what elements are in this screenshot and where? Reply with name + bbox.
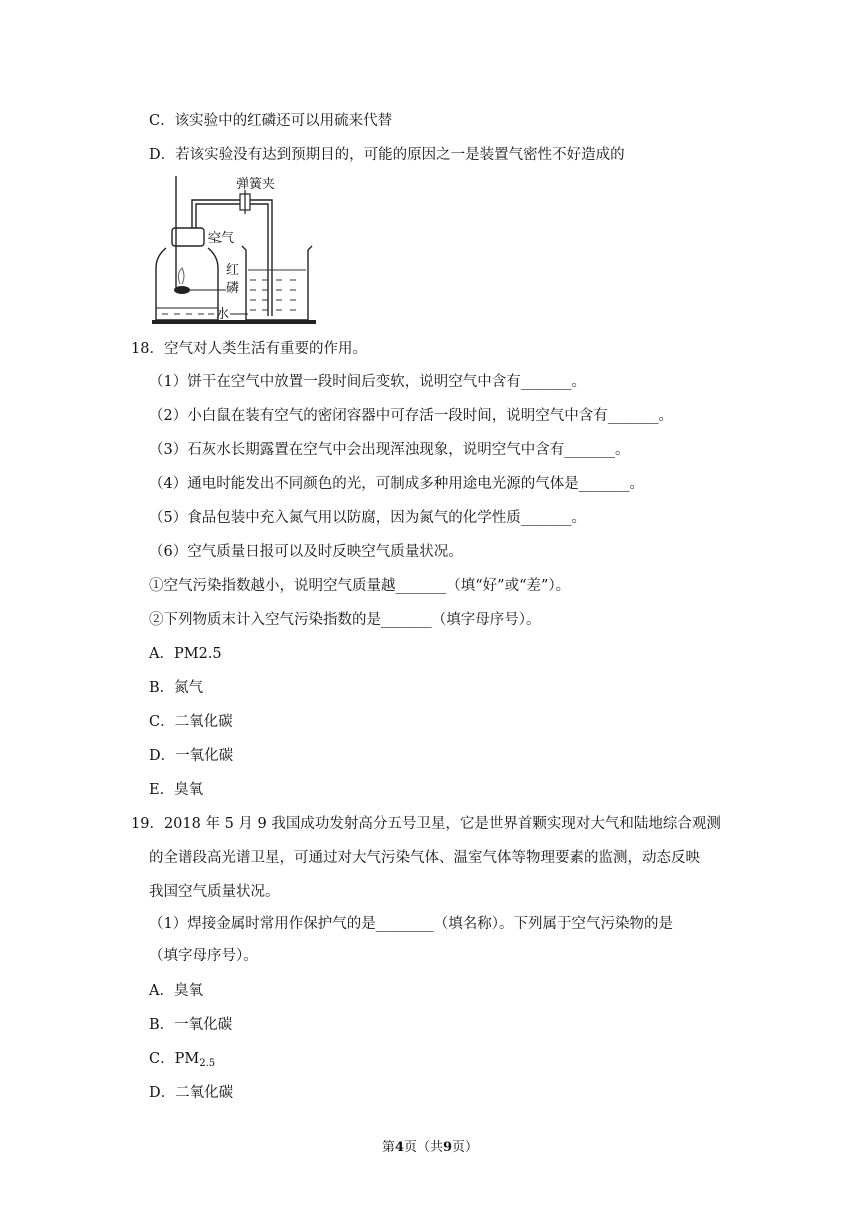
beaker (242, 246, 312, 320)
footer-total-pages: 9 (443, 1140, 453, 1155)
q18-option-e: E．臭氧 (149, 782, 204, 798)
label-water: 水 (216, 307, 230, 322)
footer-page-number: 4 (394, 1140, 404, 1155)
label-air: 空气 (208, 231, 235, 246)
q18-option-a: A．PM2.5 (149, 646, 222, 662)
q17-option-d: D．若该实验没有达到预期目的，可能的原因之一是装置气密性不好造成的 (149, 147, 625, 163)
q19-part-1-line-2: （填字母序号）。 (149, 948, 258, 964)
q18-part-3: （3）石灰水长期露置在空气中会出现浑浊现象，说明空气中含有_______。 (149, 442, 630, 458)
q18-part-6-2: ②下列物质末计入空气污染指数的是_______（填字母序号）。 (149, 612, 541, 628)
q18-part-6: （6）空气质量日报可以及时反映空气质量状况。 (149, 544, 463, 560)
q18-option-b: B．氮气 (149, 680, 204, 696)
q19-option-a: A．臭氧 (149, 983, 203, 999)
q18-option-d: D．一氧化碳 (149, 748, 234, 764)
q19-option-c-main: C．PM (149, 1051, 200, 1067)
beaker-water (248, 270, 306, 310)
label-spring-clip: 弹簧夹 (236, 177, 276, 192)
label-red-phosphorus-2: 磷 (226, 281, 240, 296)
q19-option-c (149, 1049, 215, 1071)
q18-option-c: C．二氧化碳 (149, 714, 233, 730)
spring-clip (240, 190, 250, 214)
q18-stem: 18．空气对人类生活有重要的作用。 (131, 341, 367, 357)
q19-option-b: B．一氧化碳 (149, 1017, 233, 1033)
q19-stem-line-3: 我国空气质量状况。 (149, 884, 280, 900)
q18-part-5: （5）食品包装中充入氮气用以防腐，因为氮气的化学性质_______。 (149, 510, 586, 526)
q18-part-1: （1）饼干在空气中放置一段时间后变软，说明空气中含有_______。 (149, 374, 586, 390)
footer-prefix: 第 (381, 1140, 395, 1155)
q19-stem-line-1: 19．2018 年 5 月 9 我国成功发射高分五号卫星，它是世界首颗实现对大气和陆地综合观测 (131, 816, 721, 832)
q19-part-1-line-1: （1）焊接金属时常用作保护气的是________（填名称）。下列属于空气污染物的是 (149, 916, 673, 932)
q18-part-6-1: ①空气污染指数越小，说明空气质量越_______（填“好”或“差”）。 (149, 578, 571, 594)
flame (178, 268, 184, 284)
q19-option-c-subscript: 2.5 (199, 1058, 216, 1069)
q19-stem-line-2: 的全谱段高光谱卫星，可通过对大气污染气体、温室气体等物理要素的监测，动态反映 (149, 850, 700, 866)
page-footer (0, 1138, 860, 1158)
connecting-tube (192, 200, 272, 316)
footer-suffix: 页） (452, 1140, 479, 1155)
footer-middle: 页（共 (403, 1140, 443, 1155)
label-red-phosphorus-1: 红 (226, 263, 240, 278)
q19-option-d: D．二氧化碳 (149, 1085, 234, 1101)
q18-part-4: （4）通电时能发出不同颜色的光，可制成多种用途电光源的气体是_______。 (149, 476, 644, 492)
q18-part-2: （2）小白鼠在装有空气的密闭容器中可存活一段时间，说明空气中含有_______。 (149, 408, 673, 424)
q17-option-c: C．该实验中的红磷还可以用硫来代替 (149, 113, 393, 129)
experiment-apparatus-figure (152, 176, 320, 328)
